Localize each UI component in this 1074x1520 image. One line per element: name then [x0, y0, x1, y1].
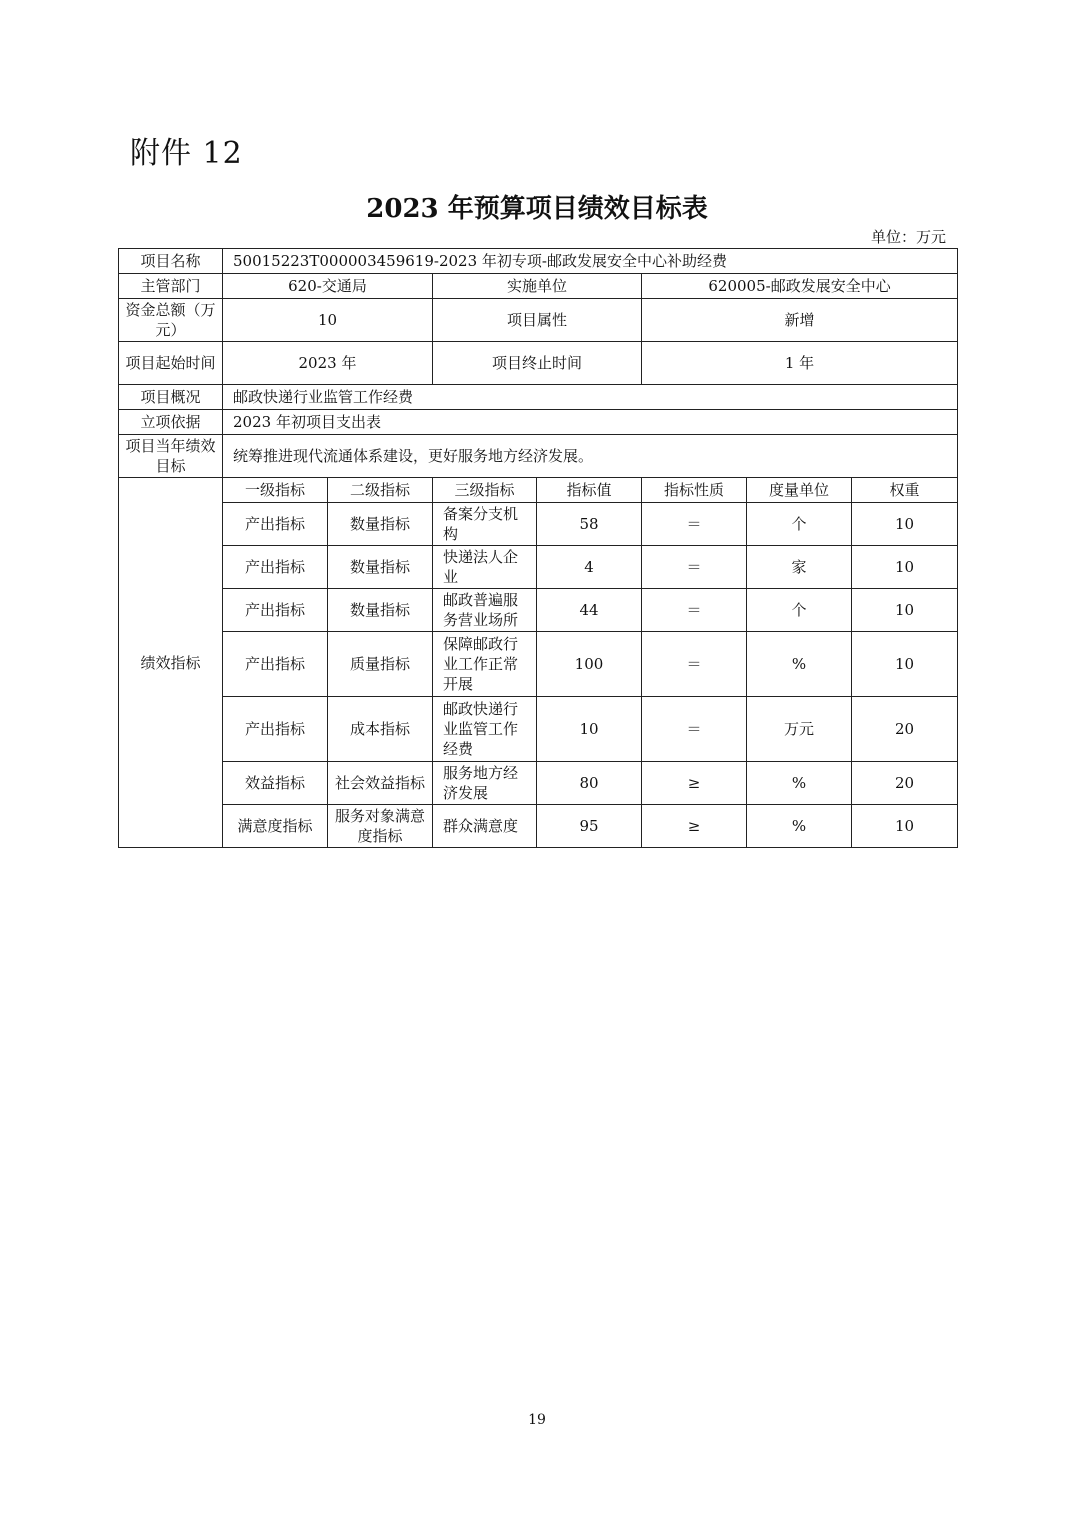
- end-label: 项目终止时间: [433, 342, 642, 385]
- department-value: 620-交通局: [223, 274, 433, 299]
- cell-unit: 个: [747, 589, 852, 632]
- cell-unit: 万元: [747, 697, 852, 762]
- cell-value: 100: [537, 632, 642, 697]
- cell-weight: 10: [852, 805, 958, 848]
- cell-nature: ≥: [642, 805, 747, 848]
- header-level3: 三级指标: [433, 478, 537, 503]
- cell-level2: 数量指标: [328, 503, 433, 546]
- basis-label: 立项依据: [119, 410, 223, 435]
- row-department: [119, 274, 958, 299]
- header-weight: 权重: [852, 478, 958, 503]
- indicators-section-label: 绩效指标: [119, 478, 223, 848]
- cell-nature: ＝: [642, 503, 747, 546]
- cell-level1: 产出指标: [223, 589, 328, 632]
- indicator-header-row: [119, 478, 958, 503]
- table-row: [119, 697, 958, 762]
- attachment-label: 附件 12: [130, 136, 243, 171]
- row-fund: [119, 299, 958, 342]
- cell-weight: 10: [852, 589, 958, 632]
- cell-level3: 邮政普遍服务营业场所: [433, 589, 537, 632]
- fund-label: 资金总额（万元）: [119, 299, 223, 342]
- cell-level2: 质量指标: [328, 632, 433, 697]
- start-value: 2023 年: [223, 342, 433, 385]
- table-row: [119, 632, 958, 697]
- cell-level3: 备案分支机构: [433, 503, 537, 546]
- row-period: [119, 342, 958, 385]
- cell-value: 4: [537, 546, 642, 589]
- cell-nature: ＝: [642, 697, 747, 762]
- overview-value: 邮政快递行业监管工作经费: [223, 385, 958, 410]
- cell-level2: 服务对象满意度指标: [328, 805, 433, 848]
- performance-table: [118, 248, 958, 848]
- cell-value: 44: [537, 589, 642, 632]
- cell-level2: 成本指标: [328, 697, 433, 762]
- cell-value: 95: [537, 805, 642, 848]
- cell-weight: 10: [852, 632, 958, 697]
- department-label: 主管部门: [119, 274, 223, 299]
- cell-level1: 产出指标: [223, 546, 328, 589]
- cell-level3: 群众满意度: [433, 805, 537, 848]
- cell-value: 58: [537, 503, 642, 546]
- cell-level3: 服务地方经济发展: [433, 762, 537, 805]
- cell-weight: 20: [852, 697, 958, 762]
- basis-value: 2023 年初项目支出表: [223, 410, 958, 435]
- cell-level3: 快递法人企业: [433, 546, 537, 589]
- cell-level1: 满意度指标: [223, 805, 328, 848]
- cell-unit: 个: [747, 503, 852, 546]
- cell-level1: 效益指标: [223, 762, 328, 805]
- cell-unit: %: [747, 632, 852, 697]
- table-row: [119, 589, 958, 632]
- cell-level2: 社会效益指标: [328, 762, 433, 805]
- goal-value: 统筹推进现代流通体系建设，更好服务地方经济发展。: [223, 435, 958, 478]
- cell-unit: %: [747, 762, 852, 805]
- row-project-name: [119, 249, 958, 274]
- table-row: [119, 762, 958, 805]
- table-row: [119, 546, 958, 589]
- start-label: 项目起始时间: [119, 342, 223, 385]
- attribute-value: 新增: [642, 299, 958, 342]
- implementer-value: 620005-邮政发展安全中心: [642, 274, 958, 299]
- cell-weight: 20: [852, 762, 958, 805]
- cell-nature: ＝: [642, 589, 747, 632]
- cell-level1: 产出指标: [223, 503, 328, 546]
- page-number: 19: [528, 1412, 546, 1428]
- header-value: 指标值: [537, 478, 642, 503]
- implementer-label: 实施单位: [433, 274, 642, 299]
- cell-level1: 产出指标: [223, 697, 328, 762]
- project-name-label: 项目名称: [119, 249, 223, 274]
- header-nature: 指标性质: [642, 478, 747, 503]
- cell-level2: 数量指标: [328, 589, 433, 632]
- fund-value: 10: [223, 299, 433, 342]
- row-overview: [119, 385, 958, 410]
- header-level2: 二级指标: [328, 478, 433, 503]
- attribute-label: 项目属性: [433, 299, 642, 342]
- page-title: 2023 年预算项目绩效目标表: [366, 194, 708, 224]
- unit-note: 单位：万元: [870, 228, 946, 246]
- end-value: 1 年: [642, 342, 958, 385]
- row-goal: [119, 435, 958, 478]
- cell-nature: ＝: [642, 546, 747, 589]
- table-row: [119, 503, 958, 546]
- header-level1: 一级指标: [223, 478, 328, 503]
- table-row: [119, 805, 958, 848]
- overview-label: 项目概况: [119, 385, 223, 410]
- cell-unit: 家: [747, 546, 852, 589]
- row-basis: [119, 410, 958, 435]
- cell-level3: 保障邮政行业工作正常开展: [433, 632, 537, 697]
- cell-weight: 10: [852, 546, 958, 589]
- cell-value: 10: [537, 697, 642, 762]
- header-unit: 度量单位: [747, 478, 852, 503]
- project-name-value: 50015223T000003459619-2023 年初专项-邮政发展安全中心补助经费: [223, 249, 958, 274]
- cell-level3: 邮政快递行业监管工作经费: [433, 697, 537, 762]
- cell-weight: 10: [852, 503, 958, 546]
- cell-level2: 数量指标: [328, 546, 433, 589]
- goal-label: 项目当年绩效目标: [119, 435, 223, 478]
- cell-nature: ＝: [642, 632, 747, 697]
- cell-unit: %: [747, 805, 852, 848]
- cell-nature: ≥: [642, 762, 747, 805]
- cell-value: 80: [537, 762, 642, 805]
- cell-level1: 产出指标: [223, 632, 328, 697]
